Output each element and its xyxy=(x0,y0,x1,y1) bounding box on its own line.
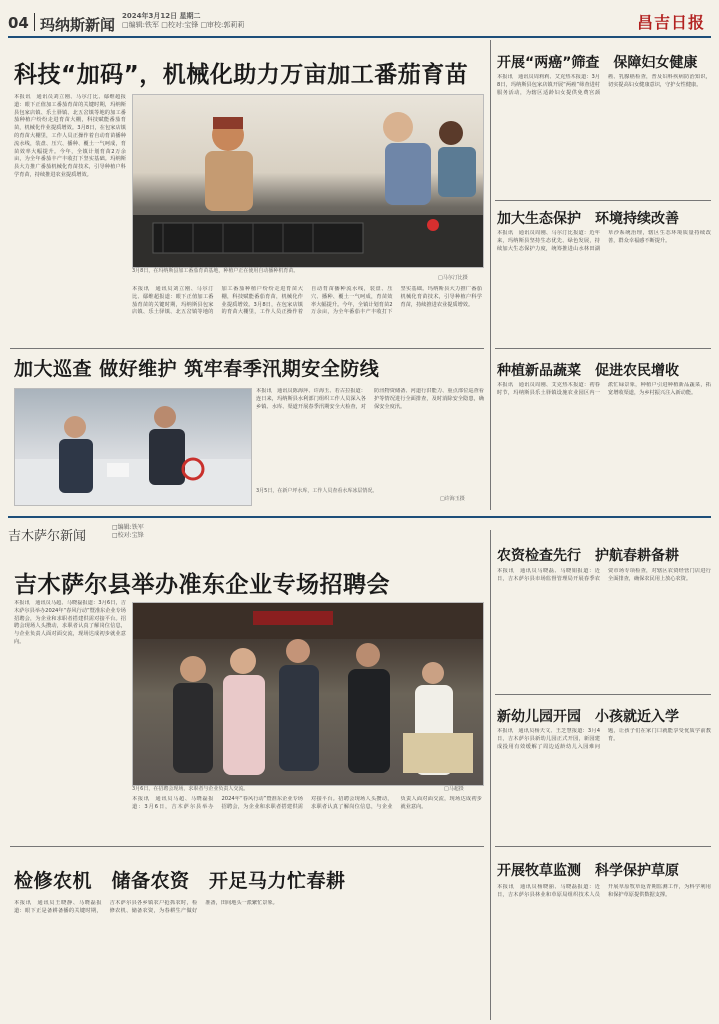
body-a3: 本报讯 通讯员周莉莉、艾克热木报道：3月8日，玛纳斯县包家店镇开展“两癌”筛查进村服务活动，为辖区适龄妇女提供免费宫颈癌、乳腺癌检查，普及妇科疾病防治知识，切实提高妇女健康意识，守护女性健康。 xyxy=(497,74,711,96)
section2-meta xyxy=(112,524,144,540)
headline-a2: 加大巡查 做好维护 筑牢春季汛期安全防线 xyxy=(14,358,380,380)
body-b4: 本报讯 通讯员杨天文、王芝慧报道：3月4日，吉木萨尔县新幼儿园正式开园，新园建成投用有效缓解了周边适龄幼儿入园难问题，让孩子们在家门口就能享受优质学前教育。 xyxy=(497,728,711,750)
body-a5: 本报讯 通讯员周刚、艾克热木报道：初春时节，玛纳斯县乐土驿镇设施农业园区内一派忙碌景象，种植户引进种植新品蔬菜，拓宽增收渠道，为乡村振兴注入新动能。 xyxy=(497,382,711,396)
editor: □编辑:铁军 xyxy=(122,21,159,29)
body-a2: 本报讯 通讯员陈海萍、许海玉、若古拉报道：连日来，玛纳斯县水利部门组织工作人员深入各乡镇、水库、渠道开展春季汛期安全大检查，对防汛物资储备、河道行洪能力、重点部位巡查看护等情况进行全面排查，及时消除安全隐患，确保安全度汛。 xyxy=(256,388,484,410)
photo-illustration xyxy=(133,603,483,785)
checker: □校对:宝锋 xyxy=(161,21,199,29)
section2-title: 吉木萨尔新闻 xyxy=(8,529,87,544)
caption-a2: 3月5日，在新户坪水库，工作人员查看水库冰层情况。 xyxy=(256,488,378,494)
section2-checker: □校对:宝锋 xyxy=(112,532,144,539)
divider xyxy=(495,694,711,695)
headline-b3: 农资检查先行 护航春耕备耕 xyxy=(497,548,679,564)
divider xyxy=(495,200,711,201)
newspaper-logo: 昌吉日报 xyxy=(636,13,705,32)
body-b1: 本报讯 通讯员马超、马晓磊报道：3月6日，吉木萨尔县举办2024年“春风行动”暨准东企业专场招聘会，为企业和求职者搭建供需对接平台。招聘会现场人头攒动，求职者认真了解岗位信息，与企业负责人面对面交流，现场达成初步就业意向。 xyxy=(14,600,126,645)
body-a1: 本报讯 通讯员刘立刚、马尔汀比、鄢维超报道：眼下正值加工番茄育苗的关键时期，玛纳斯县包家店镇、乐土驿镇、北五岔镇等地的加工番茄种植户纷纷走进育苗大棚，科技赋能番茄育苗，机械化作业提质增效。3月8日，在包家店镇的育苗大棚里，工作人员正操作着自动育苗播种流水线，装盘、压穴、播种、覆土一气呵成，育苗效率大幅提升。今年，全镇计划育苗2万余亩，为全年番茄丰产丰收打下坚实基础。玛纳斯县大力推广番茄机械化育苗技术，引导种植户科学育苗，持续推进农业提质增效。 xyxy=(14,94,126,178)
body-b2: 本报讯 通讯员王晓静、马晓磊报道：眼下正是备耕备播的关键时期，吉木萨尔县各乡镇农户抢抓农时，检修农机、储备农资，为春耕生产做好准备，田间地头一派繁忙景象。 xyxy=(14,900,278,914)
body-b5: 本报讯 通讯员杨晓丽、马晓磊报道：近日，吉木萨尔县林业和草原局组织技术人员开展草原牧草返青期监测工作，为科学利用和保护草原提供数据支撑。 xyxy=(497,884,711,898)
header-rule xyxy=(8,36,711,38)
section-title: 玛纳斯新闻 xyxy=(40,16,116,34)
section2-rule xyxy=(8,516,711,518)
photo-tomato-seedling xyxy=(132,94,484,268)
body-a1-cont: 本报讯 通讯员刘立刚、马尔汀比、鄢维超报道：眼下正值加工番茄育苗的关键时期，玛纳斯县包家店镇、乐土驿镇、北五岔镇等地的加工番茄种植户纷纷走进育苗大棚，科技赋能番茄育苗，机械化作业提质增效。3月8日，在包家店镇的育苗大棚里，工作人员正操作着自动育苗播种流水线，装盘、压穴、播种、覆土一气呵成，育苗效率大幅提升。今年，全镇计划育苗2万余亩，为全年番茄丰产丰收打下坚实基础。玛纳斯县大力推广番茄机械化育苗技术，引导种植户科学育苗，持续推进农业提质增效。 xyxy=(132,286,482,316)
body-b3: 本报讯 通讯员马晓磊、马晓娟报道：近日，吉木萨尔县市场监督管理局开展春季农资市场专项检查，对辖区农资经营门店进行全面排查，确保农民用上放心农资。 xyxy=(497,568,711,582)
headline-a4: 加大生态保护 环境持续改善 xyxy=(497,211,679,227)
headline-a1: 科技“加码”，机械化助力万亩加工番茄育苗 xyxy=(14,62,469,88)
headline-b2: 检修农机 储备农资 开足马力忙春耕 xyxy=(14,870,346,892)
divider xyxy=(495,846,711,847)
caption-b1: 3月6日，在招聘会现场，求职者与企业负责人交流。 xyxy=(132,786,249,792)
divider xyxy=(34,13,35,31)
column-divider xyxy=(490,530,491,1020)
divider xyxy=(10,348,484,349)
photo-job-fair xyxy=(132,602,484,786)
credit-a2: □许海玉摄 xyxy=(440,496,465,502)
designer: □审校:郭莉莉 xyxy=(200,21,245,29)
body-b1-cont: 本报讯 通讯员马超、马晓磊报道：3月6日，吉木萨尔县举办2024年“春风行动”暨准东企业专场招聘会，为企业和求职者搭建供需对接平台。招聘会现场人头攒动，求职者认真了解岗位信息，与企业负责人面对面交流，现场达成初步就业意向。 xyxy=(132,796,482,810)
issue-date: 2024年3月12日 星期二 xyxy=(122,12,201,20)
section2-editor: □编辑:铁军 xyxy=(112,524,144,531)
divider xyxy=(10,846,484,847)
divider xyxy=(495,348,711,349)
headline-b5: 开展牧草监测 科学保护草原 xyxy=(497,863,679,879)
photo-illustration xyxy=(15,389,251,505)
photo-illustration xyxy=(133,95,483,267)
headline-a5: 种植新品蔬菜 促进农民增收 xyxy=(497,363,679,379)
headline-b4: 新幼儿园开园 小孩就近入学 xyxy=(497,709,679,725)
caption-a1: 3月8日，在玛纳斯县加工番茄育苗基地，种植户正在使用自动播种机育苗。 xyxy=(132,268,299,274)
body-a4: 本报讯 通讯员周刚、马尔汀比报道：近年来，玛纳斯县坚持生态优先、绿色发展，持续加大生态保护力度，统筹推进山水林田湖草沙系统治理，辖区生态环境质量持续改善，群众幸福感不断提升。 xyxy=(497,230,711,252)
credit-a1: □马尔汀比摄 xyxy=(438,275,468,281)
headline-a3: 开展“两癌”筛查 保障妇女健康 xyxy=(497,55,698,71)
column-divider xyxy=(490,40,491,510)
header-meta xyxy=(122,12,244,30)
page-number: 04 xyxy=(8,14,29,32)
credit-b1: □马超摄 xyxy=(444,786,464,792)
photo-flood-patrol xyxy=(14,388,252,506)
headline-b1: 吉木萨尔县举办准东企业专场招聘会 xyxy=(14,572,390,598)
